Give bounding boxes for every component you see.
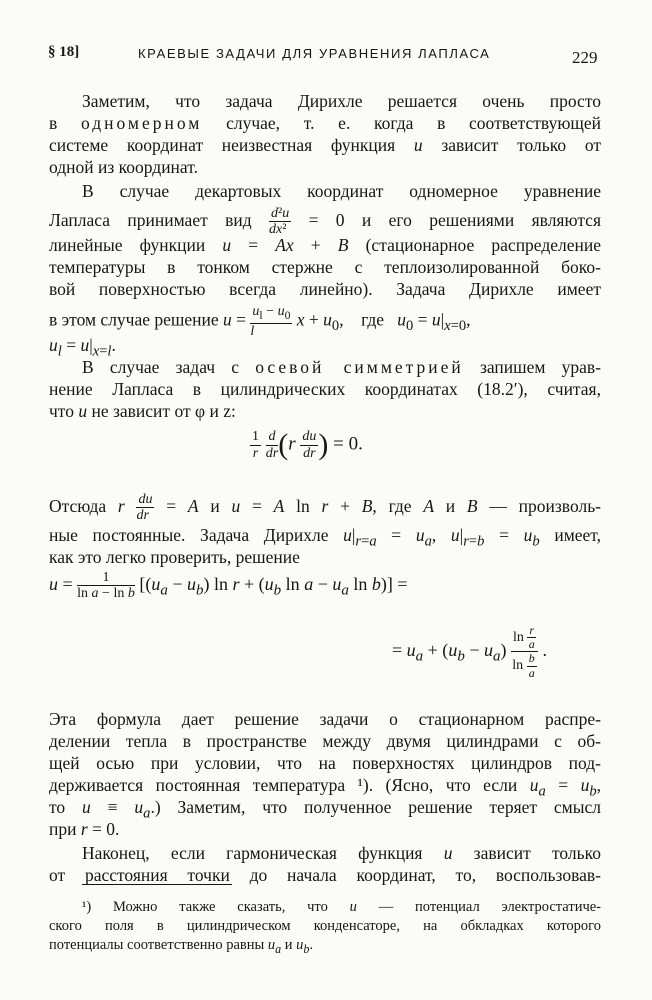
footnote-separator [82, 884, 232, 885]
axisymmetric-solution-line1: u = $\frac{1}{\text{ln a − ln b}}$ [$(u_a - u_b)$ $\ln r + (u_b$ $\ln a - u_a$ ln b)] = [49, 570, 408, 602]
para5-line1: Эта формула дает решение задачи о стационарном распре- [49, 709, 601, 729]
footnote-line1: ¹) Можно также сказать, что u — потенциал электростатиче- [82, 899, 602, 915]
para4-line1: Отсюда r $\frac{du}{dr}$ = A и u = A ln r + B, где A и B — произволь- [49, 492, 602, 524]
para2-line5: вой поверхностью всегда линейно). Задача Дирихле имеет [49, 279, 601, 299]
para2-line2: Лапласа принимает вид $\frac{\text{d²u}}{\text{dx²}}$ = 0 и его решениями являются [49, 206, 601, 238]
linear-solution-fraction: $\frac{u_l - u_0}{l}$ [250, 304, 291, 339]
section-number: § 18] [48, 44, 80, 60]
para1-line3: системе координат неизвестная функция u зависит только от [49, 135, 601, 155]
para3-line2: нение Лапласа в цилиндрических координатах (18.2′), считая, [49, 379, 601, 399]
axisymmetric-solution-line2: = $u_a + (u_b - u_a)$ ln $\frac{r}{a}$ ln $\frac{b}{a}$ . [392, 623, 548, 680]
para2-line4: температуры в тонком стержне с теплоизолированной боко- [49, 257, 601, 277]
para6-line1: Наконец, если гармоническая функция u зависит только [82, 843, 601, 863]
para5-line5: то $u \equiv u_a$.) Заметим, что полученное решение теряет смысл [49, 797, 601, 822]
para5-line6: при r = 0. [49, 819, 120, 839]
para4-line3: как это легко проверить, решение [49, 547, 300, 567]
d2u-dx2-fraction: $\frac{\text{d²u}}{\text{dx²}}$ [269, 206, 290, 238]
para3-line1: В случае задач с осевой симметрией запишем урав- [82, 357, 602, 377]
para3-line3: что u не зависит от φ и z: [49, 401, 236, 421]
para1-line1: Заметим, что задача Дирихле решается очень просто [82, 91, 601, 111]
para5-line2: делении тепла в пространстве между двумя цилиндрами с об- [49, 731, 601, 751]
para2-line7: $u_l = u|_{x=l}$. [49, 335, 116, 360]
cylindrical-laplace-equation: $\frac{1}{r}$ $\frac{d}{dr}$ (r $\frac{du}{dr}$ ) = 0. [252, 428, 363, 461]
para5-line3: щей осью при условии, что на поверхностях цилиндров под- [49, 753, 601, 773]
running-title: КРАЕВЫЕ ЗАДАЧИ ДЛЯ УРАВНЕНИЯ ЛАПЛАСА [138, 46, 491, 61]
para1-line4: одной из координат. [49, 157, 198, 177]
footnote-line3: потенциалы соответственно равны $u_a$ и $u_b$. [49, 937, 314, 956]
para2-line3: линейные функции u = Ax + B (стационарное распределение [49, 235, 602, 255]
para5-line4: держивается постоянная температура ¹). (Ясно, что если $u_a = u_b$, [49, 775, 601, 800]
para1-line2: в одномерном случае, т. е. когда в соответствующей [49, 113, 602, 133]
para4-line2: ные постоянные. Задача Дирихле $u|_{r=a} = u_a$, $u|_{r=b} = u_b$ имеет, [49, 525, 602, 550]
du-dr-fraction: $\frac{du}{dr}$ [136, 492, 153, 524]
page-number: 229 [572, 48, 598, 67]
footnote-line2: ского поля в цилиндрическом конденсаторе, на обкладках которого [49, 918, 601, 934]
para2-line6: в этом случае решение u = $\frac{u_l - u_0}{l}$ $x + u_0$, где $u_0 = u|_{x=0}$, [49, 304, 471, 339]
para6-line2: от расстояния точки до начала координат, то, воспользовав- [49, 865, 601, 885]
para2-line1: В случае декартовых координат одномерное уравнение [82, 181, 601, 201]
